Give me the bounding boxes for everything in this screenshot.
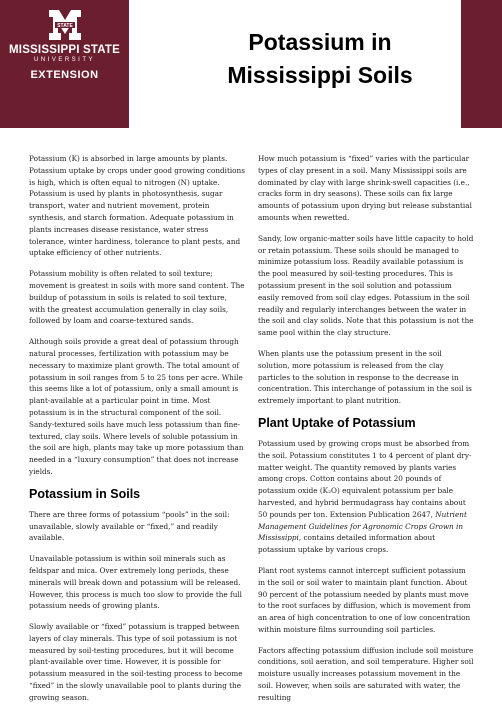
title-line-1: Potassium in [248,29,392,55]
logo-state-word: STATE [56,23,73,29]
paragraph-text: Potassium used by growing crops must be absorbed from the soil. Potassium constitutes 1 to 4 percent of plant dry-matter weight. The quantity removed by plants varies among crops. Cotton contains about 20 pounds of potassium oxide (K₂O) equivalent potassium per bale harvested, and hybrid bermudagrass hay contains about 50 pounds per ton. Extension Publication 2647, [258,438,472,519]
paragraph: Although soils provide a great deal of potassium through natural processes, fertilization with potassium may be necessary to maximize plant growth. The total amount of potassium in soil ranges from 5 to 25 tons per acre. While this seems like a lot of potassium, only a small amount is plant-available at a particular point in time. Most potassium is in the structural component of the soil. Sandy-textured soils have much less potassium than fine-textured, clay soils. Where levels of soluble potassium in the soil are high, plants may take up more potassium than needed in a “luxury consumption” that does not increase yields. [29,337,244,476]
msu-m-logo-icon [47,8,83,42]
paragraph: Sandy, low organic-matter soils have little capacity to hold or retain potassium. These soils should be managed to minimize potassium loss. Readily available potassium is the pool measured by soil-testing procedures. This is potassium present in the soil solution and potassium easily removed from soil clay edges. Potassium in the soil readily and regularly interchanges between the water in the soil and clay solids. Note that this potassium is not the same pool within the clay structure. [258,233,474,338]
paragraph: There are three forms of potassium “pools” in the soil: unavailable, slowly available or “fixed,” and readily available. [29,509,230,543]
paragraph [258,438,474,556]
header [0,0,502,128]
section-heading-plant-uptake: Plant Uptake of Potassium [258,415,416,430]
paragraph-text: , contains detailed information about potassium uptake by various crops. [258,533,436,555]
logo-extension: EXTENSION [30,69,99,81]
paragraph: When plants use the potassium present in the soil solution, more potassium is released from the clay particles to the solution in response to the decrease in concentration. This interchange of potassium in the soil is extremely important to plant nutrition. [258,348,472,406]
paragraph: Factors affecting potassium diffusion include soil moisture conditions, soil aeration, and soil temperature. Higher soil moisture usually increases potassium movement in the soil. However, when soils are saturated with water, the resulting [258,645,474,702]
page-title [200,26,440,92]
left-column [29,153,245,713]
paragraph: Plant root systems cannot intercept sufficient potassium in the soil or soil water to maintain plant function. About 90 percent of the potassium needed by plants must move to the root surfaces by diffusion, which is movement from an area of high concentration to one of low concentration within moisture films surrounding soil particles. [258,565,471,634]
paragraph: Potassium mobility is often related to soil texture; movement is greatest in soils with more sand content. The buildup of potassium in soils is related to soil texture, with the greatest accumulation generally in clay soils, followed by loam and coarse-textured sands. [29,269,245,326]
paragraph: Slowly available or “fixed” potassium is trapped between layers of clay minerals. This type of soil potassium is not measured by soil-testing procedures, but it will become plant-available over time. However, it is possible for potassium measured in the soil-testing process to become “fixed” in the slowly unavailable pool to plants during the growing season. [29,622,243,702]
logo-university-sub: UNIVERSITY [33,57,95,63]
logo-university-name: MISSISSIPPI STATE [9,44,120,56]
section-heading-potassium-in-soils: Potassium in Soils [29,486,141,501]
paragraph: Unavailable potassium is within soil minerals such as feldspar and mica. Over extremely long periods, these minerals will break down and potassium will be released. However, this process is much too slow to provide the full potassium needs of growing plants. [29,554,243,611]
paragraph: How much potassium is “fixed” varies with the particular types of clay present in a soil. Many Mississippi soils are dominated by clay with large shrink-swell capacities (i.e., cracks form in dry seasons). These soils can fix large amounts of potassium upon drying but release substantial amounts when rewetted. [258,154,472,222]
title-line-2: Mississippi Soils [227,62,413,88]
maroon-band-right [461,0,502,128]
paragraph: Potassium (K) is absorbed in large amounts by plants. Potassium uptake by crops under good growing conditions is high, which is often equal to nitrogen (N) uptake. Potassium is used by plants in photosynthesis, sugar transport, water and nutrient movement, protein synthesis, and starch formation. Adequate potassium in plants increases disease resistance, water stress tolerance, winter hardiness, tolerance to plant pests, and uptake efficiency of other nutrients. [29,154,245,258]
right-column [258,153,474,713]
publication-title: Nutrient Management Guidelines for Agronomic Crops Grown in Mississippi [258,509,467,543]
msu-extension-logo [0,8,129,81]
